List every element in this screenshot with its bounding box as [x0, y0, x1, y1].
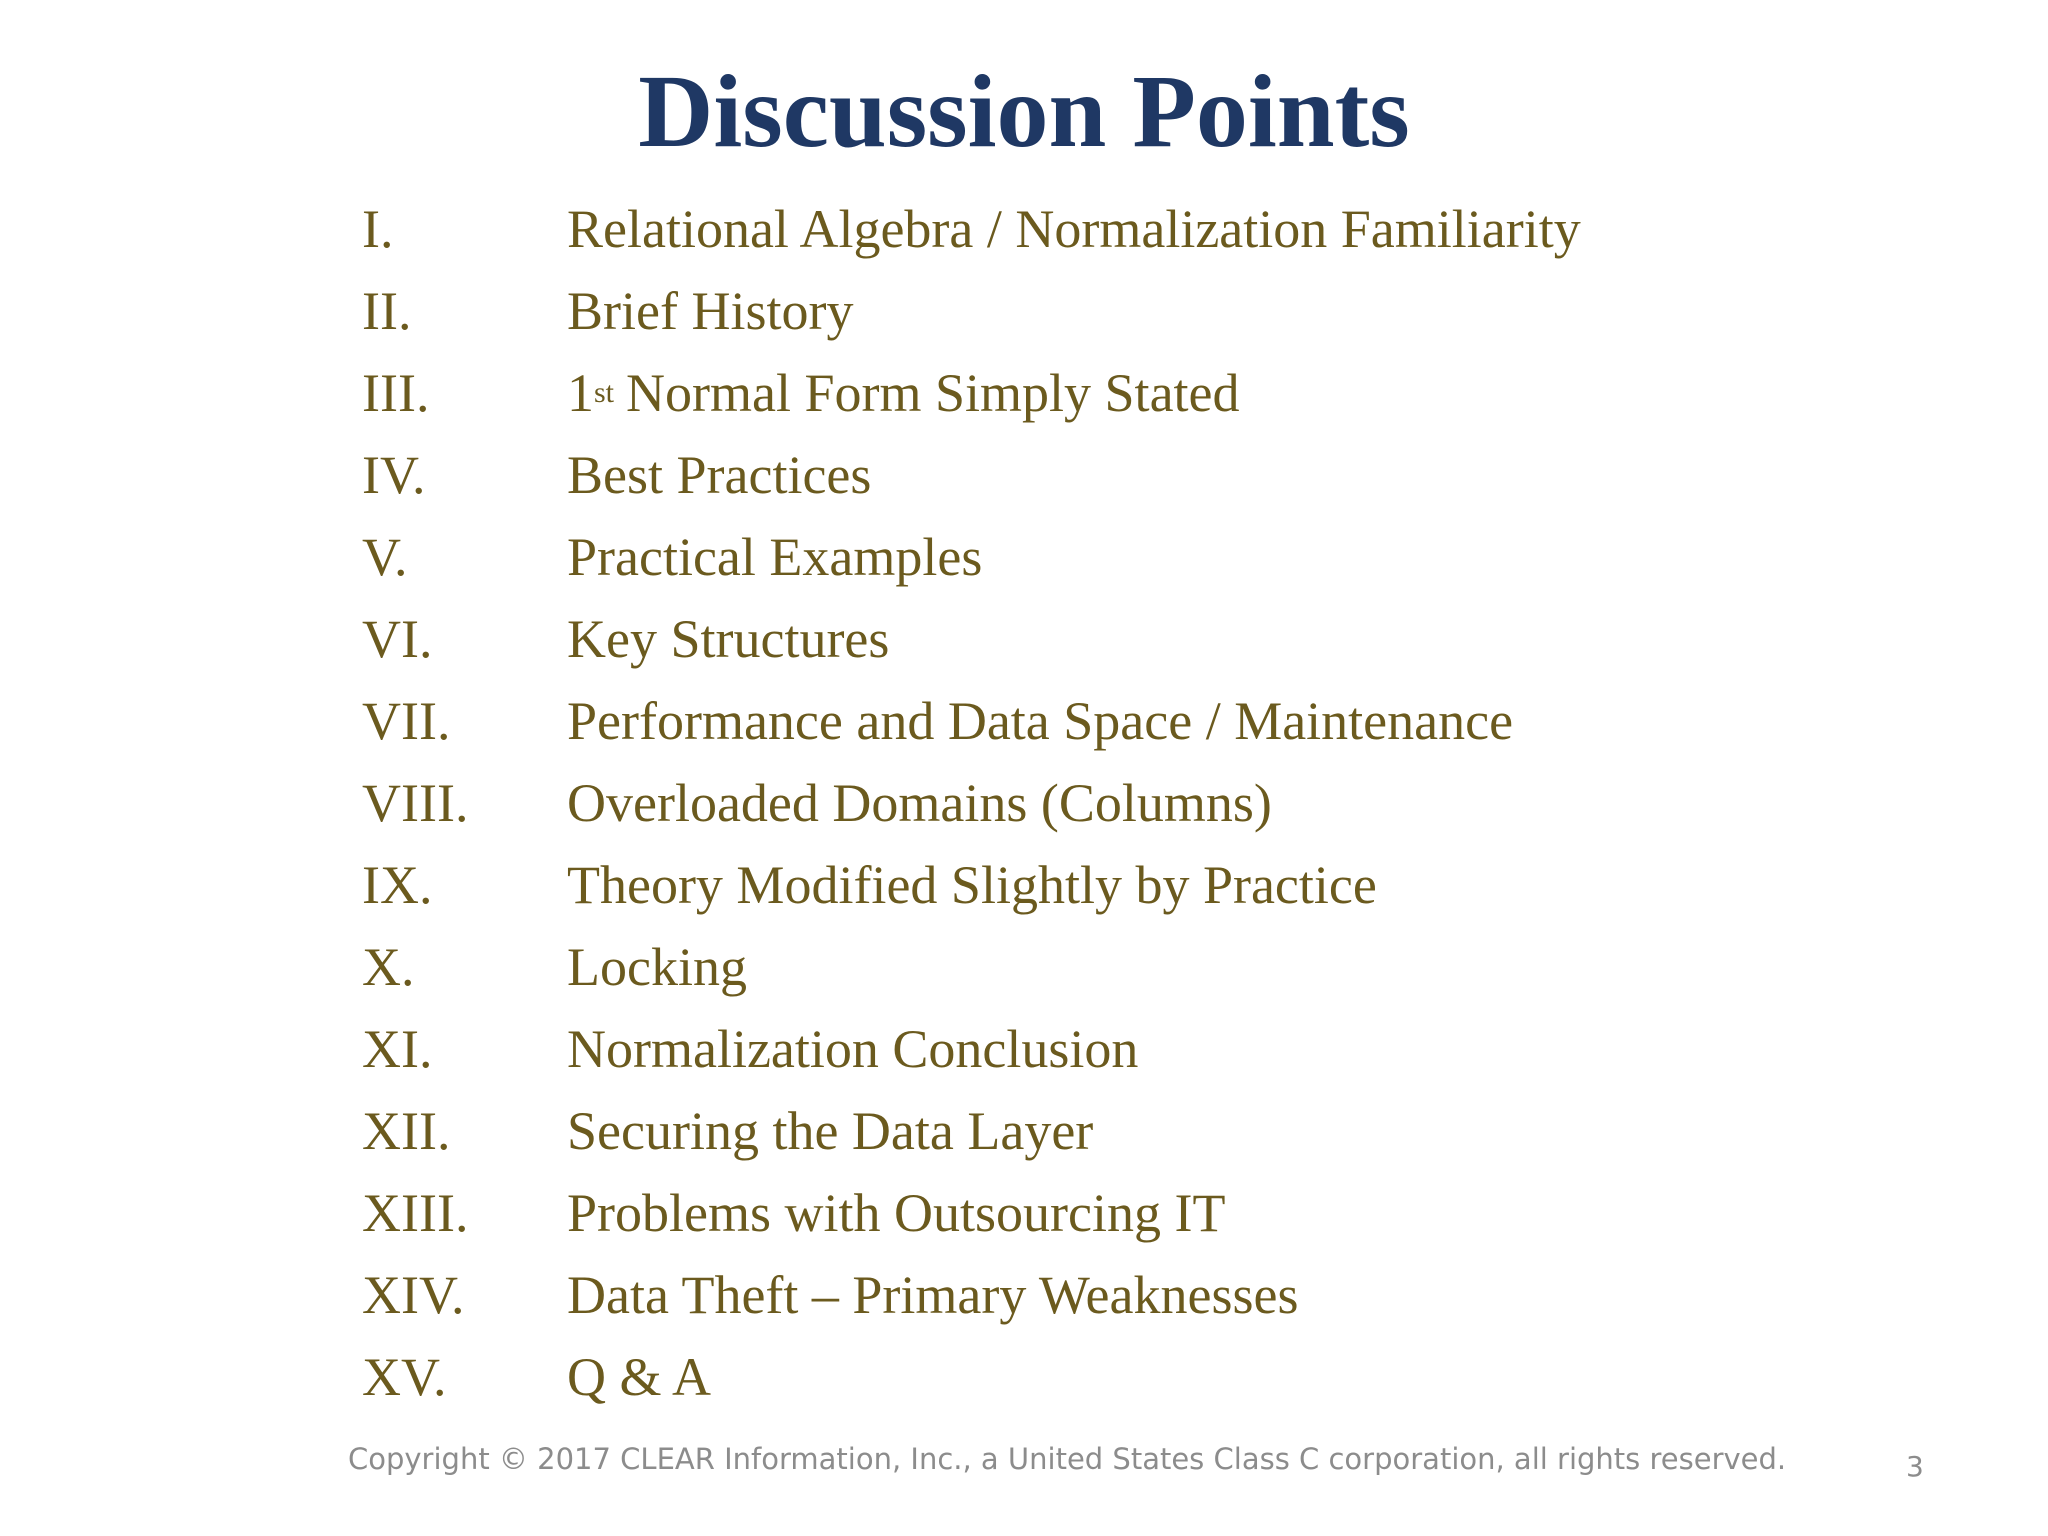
item-text: Practical Examples — [567, 527, 983, 587]
item-text: Normalization Conclusion — [567, 1019, 1139, 1079]
item-text: Theory Modified Slightly by Practice — [567, 855, 1377, 915]
item-numeral: XIII. — [362, 1183, 469, 1243]
list-item — [362, 680, 1581, 762]
item-text: Best Practices — [567, 445, 872, 505]
item-text: Normal Form Simply Stated — [626, 363, 1240, 423]
item-numeral: XII. — [362, 1101, 451, 1161]
item-numeral: II. — [362, 281, 412, 341]
slide-title: Discussion Points — [638, 54, 1410, 169]
list-item — [362, 844, 1581, 926]
copyright-footer: Copyright © 2017 CLEAR Information, Inc., a United States Class C corporation, all rights reserved. — [348, 1442, 1787, 1476]
item-numeral: III. — [362, 363, 430, 423]
list-item — [362, 188, 1581, 270]
item-numeral: XI. — [362, 1019, 433, 1079]
list-item — [362, 1254, 1581, 1336]
item-numeral: XIV. — [362, 1265, 465, 1325]
item-numeral: XV. — [362, 1347, 447, 1407]
list-item — [362, 762, 1581, 844]
list-item — [362, 270, 1581, 352]
item-text: Q & A — [567, 1347, 712, 1407]
item-numeral: I. — [362, 199, 394, 259]
item-numeral: V. — [362, 527, 408, 587]
item-numeral: X. — [362, 937, 415, 997]
list-item — [362, 1172, 1581, 1254]
list-item: III. 1 st Normal Form Simply Stated — [362, 363, 1240, 423]
item-numeral: VI. — [362, 609, 433, 669]
item-numeral: IX. — [362, 855, 433, 915]
list-item — [362, 926, 1581, 1008]
discussion-points-list — [362, 188, 1581, 1418]
item-numeral: VII. — [362, 691, 451, 751]
item-text: Overloaded Domains (Columns) — [567, 773, 1272, 833]
item-text: Securing the Data Layer — [567, 1101, 1094, 1161]
list-item — [362, 516, 1581, 598]
list-item — [362, 598, 1581, 680]
list-item — [362, 1090, 1581, 1172]
item-text-prefix: 1 — [567, 363, 594, 423]
list-item — [362, 1008, 1581, 1090]
item-text: Data Theft – Primary Weaknesses — [567, 1265, 1299, 1325]
item-numeral: IV. — [362, 445, 426, 505]
list-item — [362, 1336, 1581, 1418]
item-text: Performance and Data Space / Maintenance — [567, 691, 1514, 751]
item-numeral: VIII. — [362, 773, 469, 833]
page-number: 3 — [1906, 1450, 1924, 1483]
item-text: Brief History — [567, 281, 854, 341]
item-text: Locking — [567, 937, 747, 997]
item-text: Key Structures — [567, 609, 890, 669]
item-text: Relational Algebra / Normalization Familiarity — [567, 199, 1581, 259]
list-item — [362, 434, 1581, 516]
item-text: Problems with Outsourcing IT — [567, 1183, 1226, 1243]
